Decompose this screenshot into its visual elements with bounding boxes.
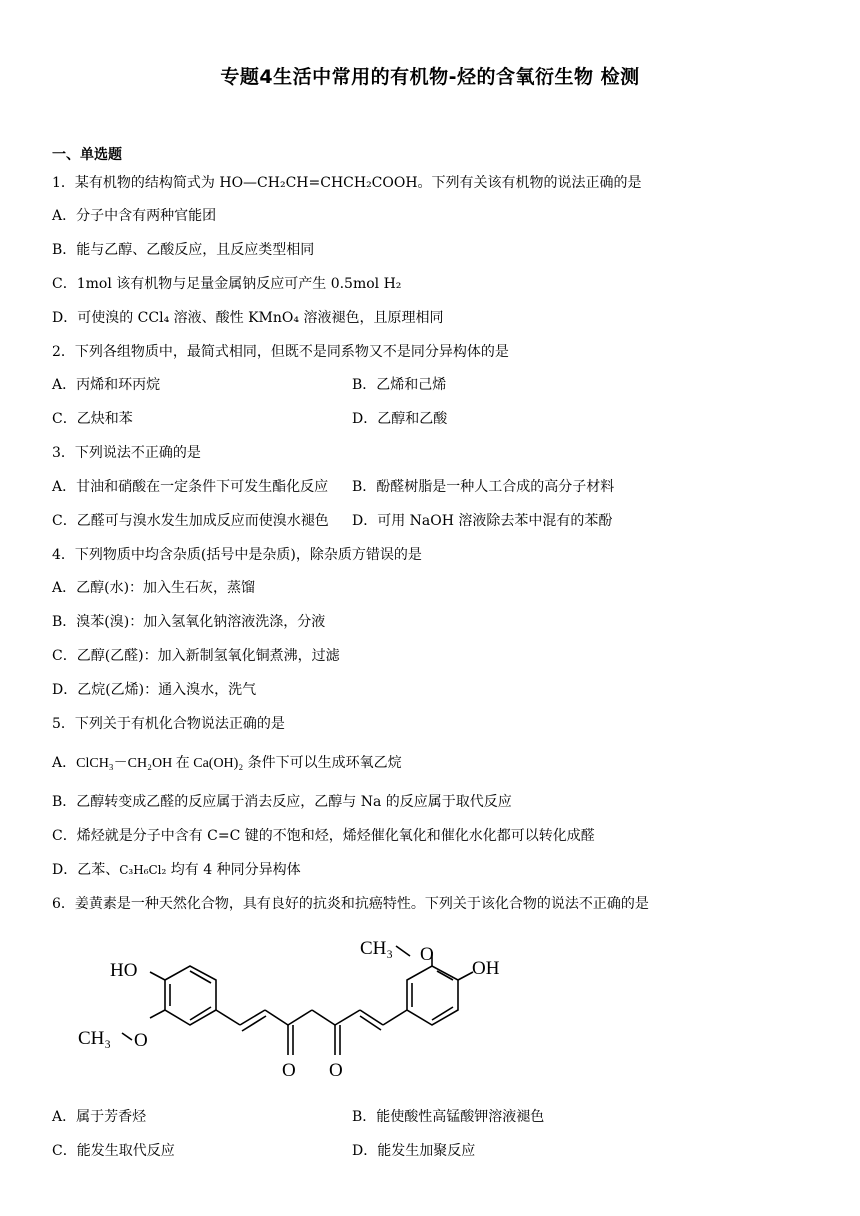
question-3-option-a: A．甘油和硝酸在一定条件下可发生酯化反应 <box>52 479 329 495</box>
question-5-stem: 5．下列关于有机化合物说法正确的是 <box>52 716 285 732</box>
option-d-suffix: 均有 4 种同分异构体 <box>170 862 301 878</box>
question-1-option-c: C．1mol 该有机物与足量金属钠反应可产生 0.5mol H₂ <box>52 276 402 292</box>
question-6-option-a: A．属于芳香烃 <box>52 1109 147 1125</box>
question-6-option-c: C．能发生取代反应 <box>52 1143 175 1159</box>
option-d-formula: C₃H₆Cl₂ <box>119 863 167 877</box>
question-1-option-a: A．分子中含有两种官能团 <box>52 208 217 224</box>
hydroxyl-left-label: HO <box>110 960 138 981</box>
question-6-option-b: B．能使酸性高锰酸钾溶液褪色 <box>352 1109 545 1125</box>
question-2-stem: 2．下列各组物质中，最简式相同，但既不是同系物又不是同分异构体的是 <box>52 344 509 360</box>
methyl-right-label: CH₃ <box>360 938 394 959</box>
question-1-option-d: D．可使溴的 CCl₄ 溶液、酸性 KMnO₄ 溶液褪色，且原理相同 <box>52 310 444 326</box>
methyl-left-label: CH₃ <box>78 1028 112 1049</box>
methoxy-o-right-label: O <box>420 944 434 965</box>
question-4-option-a: A．乙醇(水)：加入生石灰，蒸馏 <box>52 580 256 596</box>
carbonyl-o-2-label: O <box>329 1060 343 1081</box>
question-5-option-c: C．烯烃就是分子中含有 C=C 键的不饱和烃，烯烃催化氧化和催化水化都可以转化成醛 <box>52 828 595 844</box>
question-5-option-d <box>52 861 301 879</box>
page-title: 专题4生活中常用的有机物-烃的含氧衍生物 检测 <box>220 66 640 88</box>
question-1-stem: 1．某有机物的结构简式为 HO—CH₂CH=CHCH₂COOH。下列有关该有机物的说法正确的是 <box>52 175 642 191</box>
carbonyl-o-1-label: O <box>282 1060 296 1081</box>
question-2-option-b: B．乙烯和己烯 <box>352 377 447 393</box>
question-2-option-d: D．乙醇和乙酸 <box>352 411 448 427</box>
question-2-option-c: C．乙炔和苯 <box>52 411 133 427</box>
question-4-option-b: B．溴苯(溴)：加入氢氧化钠溶液洗涤，分液 <box>52 614 326 630</box>
option-a-suffix: 条件下可以生成环氧乙烷 <box>247 755 402 771</box>
question-3-option-b: B．酚醛树脂是一种人工合成的高分子材料 <box>352 479 615 495</box>
question-4-option-d: D．乙烷(乙烯)：通入溴水，洗气 <box>52 682 257 698</box>
hydroxyl-right-label: OH <box>472 958 500 979</box>
question-1-option-b: B．能与乙醇、乙酸反应，且反应类型相同 <box>52 242 315 258</box>
question-3-option-d: D．可用 NaOH 溶液除去苯中混有的苯酚 <box>352 513 613 529</box>
option-a-formula: ClCH₃－CH₂OH 在 Ca(OH)₂ <box>76 756 244 771</box>
question-6-stem: 6．姜黄素是一种天然化合物，具有良好的抗炎和抗癌特性。下列关于该化合物的说法不正确的是 <box>52 896 649 912</box>
question-6-option-d: D．能发生加聚反应 <box>352 1143 476 1159</box>
question-5-option-a <box>52 754 402 773</box>
question-4-option-c: C．乙醇(乙醛)：加入新制氢氧化铜煮沸，过滤 <box>52 648 340 664</box>
question-2-option-a: A．丙烯和环丙烷 <box>52 377 161 393</box>
curcumin-structure <box>70 930 530 1090</box>
methoxy-o-left-label: O <box>134 1030 148 1051</box>
option-a-prefix: A． <box>52 755 77 771</box>
option-d-prefix: D．乙苯、 <box>52 862 120 878</box>
question-3-stem: 3．下列说法不正确的是 <box>52 445 201 461</box>
question-3-option-c: C．乙醛可与溴水发生加成反应而使溴水褪色 <box>52 513 329 529</box>
question-5-option-b: B．乙醇转变成乙醛的反应属于消去反应，乙醇与 Na 的反应属于取代反应 <box>52 794 512 810</box>
question-4-stem: 4．下列物质中均含杂质(括号中是杂质)，除杂质方错误的是 <box>52 547 422 563</box>
section-heading: 一、单选题 <box>52 147 122 163</box>
